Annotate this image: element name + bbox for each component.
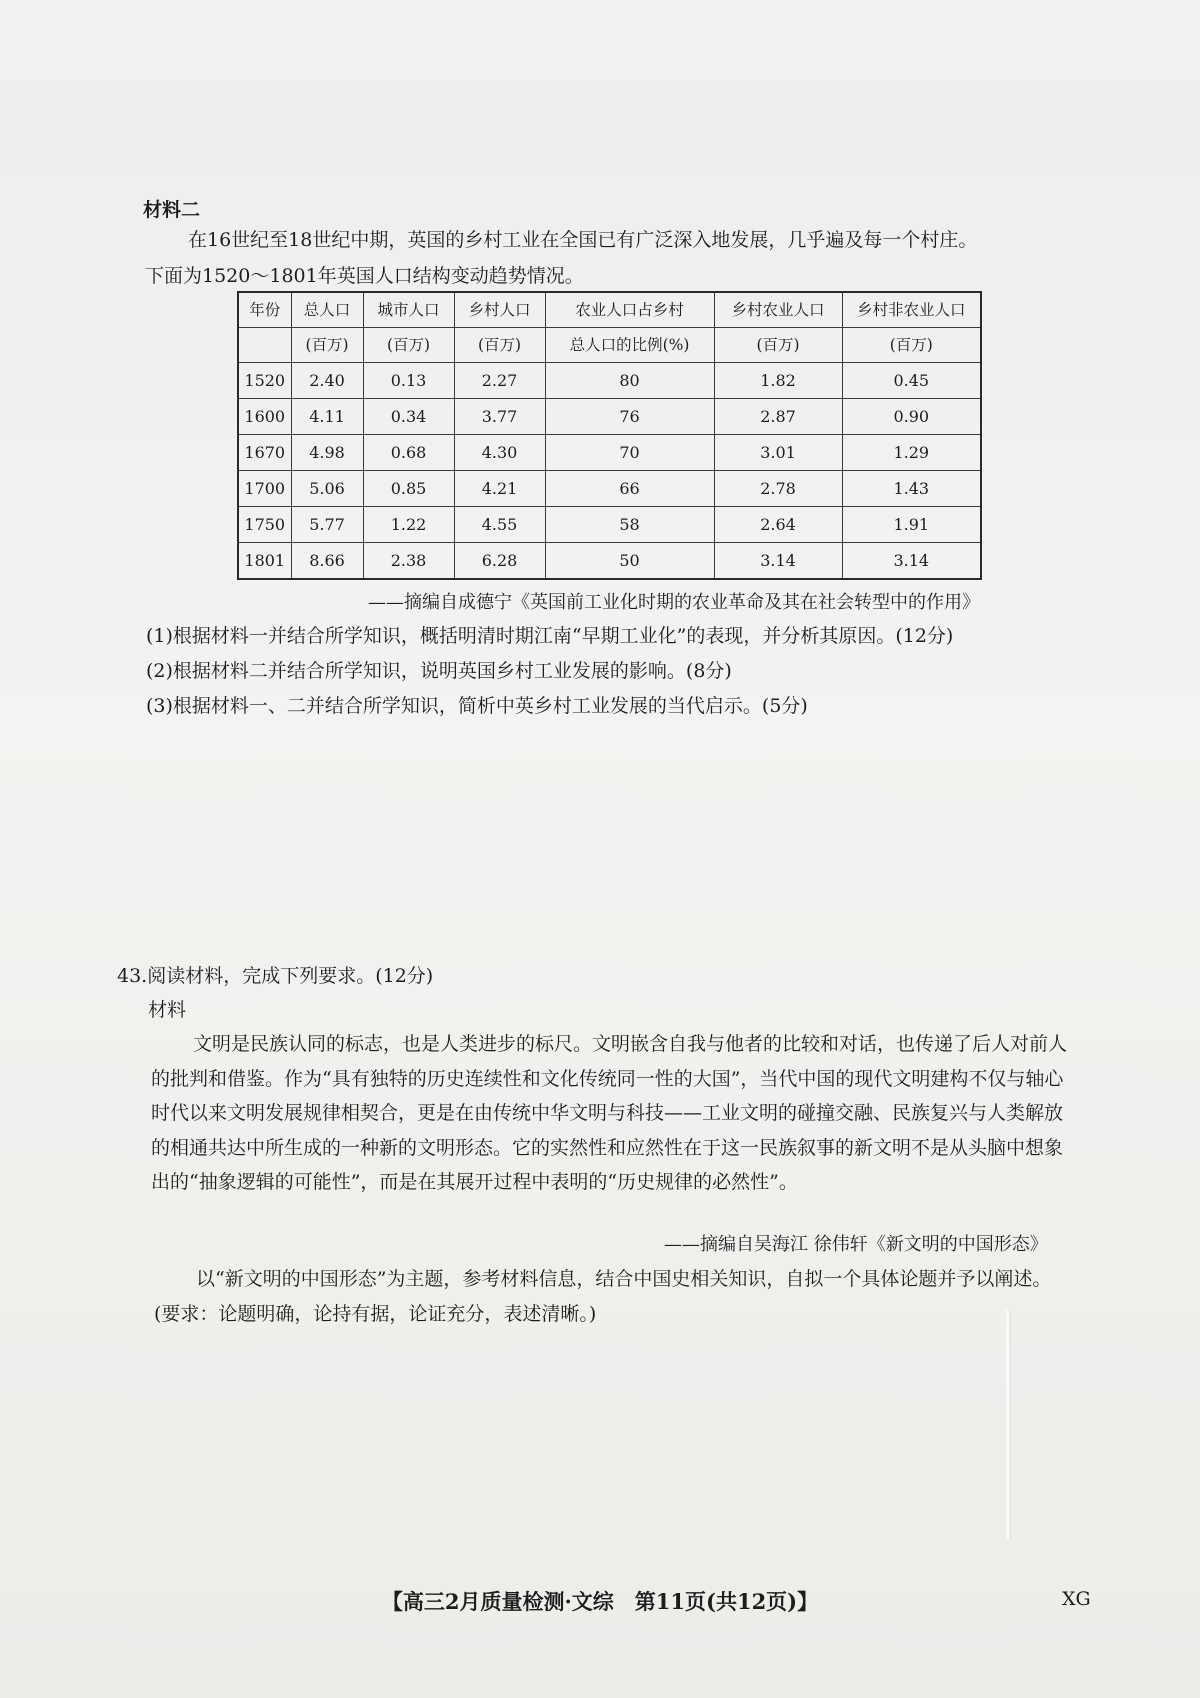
header-unit: 总人口的比例(%) <box>545 328 714 363</box>
header-urban-population: 城市人口 <box>363 292 454 328</box>
table-row <box>238 435 981 471</box>
table-cell: 76 <box>545 399 714 435</box>
table-cell: 58 <box>545 507 714 543</box>
header-unit: (百万) <box>291 328 363 363</box>
header-unit: (百万) <box>842 328 981 363</box>
table-row <box>238 471 981 507</box>
table-cell: 4.55 <box>454 507 545 543</box>
question-43-title: 43.阅读材料，完成下列要求。(12分) <box>117 965 434 987</box>
table-header-unit-row <box>238 328 981 363</box>
material-paragraph: 文明是民族认同的标志，也是人类进步的标尺。文明嵌含自我与他者的比较和对话，也传递了后人对前人的批判和借鉴。作为“具有独特的历史连续性和文化传统同一性的大国”，当代中国的现代文明建构不仅与轴心时代以来文明发展规律相契合，更是在由传统中华文明与科技——工业文明的碰撞交融、民族复兴与人类解放的相通共达中所生成的一种新的文明形态。它的实然性和应然性在于这一民族叙事的新文明不是从头脑中想象出的“抽象逻辑的可能性”，而是在其展开过程中表明的“历史规律的必然性”。 <box>151 1033 1068 1193</box>
table-cell: 1.91 <box>842 507 981 543</box>
table-cell: 1.22 <box>363 507 454 543</box>
header-unit: (百万) <box>714 328 842 363</box>
table-cell: 4.21 <box>454 471 545 507</box>
header-rural-agri: 乡村农业人口 <box>714 292 842 328</box>
header-rural-population: 乡村人口 <box>454 292 545 328</box>
header-year: 年份 <box>238 292 291 328</box>
table-cell: 0.34 <box>363 399 454 435</box>
table-cell: 0.45 <box>842 363 981 399</box>
header-total-population: 总人口 <box>291 292 363 328</box>
header-unit: (百万) <box>454 328 545 363</box>
table-cell: 1.29 <box>842 435 981 471</box>
table-row <box>238 507 981 543</box>
table-cell: 4.11 <box>291 399 363 435</box>
table-cell: 5.77 <box>291 507 363 543</box>
question-1: (1)根据材料一并结合所学知识，概括明清时期江南“早期工业化”的表现，并分析其原因。(12分) <box>146 625 954 647</box>
header-rural-nonagri: 乡村非农业人口 <box>842 292 981 328</box>
table-cell: 1.43 <box>842 471 981 507</box>
table-cell: 0.13 <box>363 363 454 399</box>
page-footer: 【高三2月质量检测·文综 第11页(共12页)】 <box>381 1589 819 1614</box>
question-3: (3)根据材料一、二并结合所学知识，简析中英乡村工业发展的当代启示。(5分) <box>146 695 808 717</box>
question-2: (2)根据材料二并结合所学知识，说明英国乡村工业发展的影响。(8分) <box>146 660 732 682</box>
table-cell: 2.40 <box>291 363 363 399</box>
table-row <box>238 543 981 580</box>
table-cell: 8.66 <box>291 543 363 580</box>
table-source-citation: ——摘编自成德宁《英国前工业化时期的农业革命及其在社会转型中的作用》 <box>368 592 980 613</box>
table-cell: 5.06 <box>291 471 363 507</box>
paper-fold-mark <box>1005 1310 1011 1540</box>
table-cell: 2.78 <box>714 471 842 507</box>
table-cell: 3.77 <box>454 399 545 435</box>
table-cell: 50 <box>545 543 714 580</box>
population-table <box>237 291 982 580</box>
material2-intro-line1: 在16世纪至18世纪中期，英国的乡村工业在全国已有广泛深入地发展，几乎遍及每一个村庄。 <box>188 229 978 251</box>
table-cell: 0.85 <box>363 471 454 507</box>
page-code: XG <box>1062 1588 1091 1610</box>
table-row <box>238 399 981 435</box>
material2-heading: 材料二 <box>143 199 201 221</box>
table-header-row <box>238 292 981 328</box>
table-cell: 2.27 <box>454 363 545 399</box>
table-cell: 4.30 <box>454 435 545 471</box>
table-cell: 1600 <box>238 399 291 435</box>
header-year-unit <box>238 328 291 363</box>
table-cell: 4.98 <box>291 435 363 471</box>
question-43-task: 以“新文明的中国形态”为主题，参考材料信息，结合中国史相关知识，自拟一个具体论题并予以阐述。(要求：论题明确，论持有据，论证充分，表述清晰。) <box>154 1268 1052 1325</box>
table-cell: 1700 <box>238 471 291 507</box>
table-cell: 3.01 <box>714 435 842 471</box>
material2-intro-line2: 下面为1520～1801年英国人口结构变动趋势情况。 <box>145 265 584 287</box>
table-cell: 0.68 <box>363 435 454 471</box>
table-cell: 2.38 <box>363 543 454 580</box>
table-cell: 80 <box>545 363 714 399</box>
table-cell: 2.64 <box>714 507 842 543</box>
header-unit: (百万) <box>363 328 454 363</box>
table-cell: 6.28 <box>454 543 545 580</box>
header-agri-ratio: 农业人口占乡村 <box>545 292 714 328</box>
table-cell: 3.14 <box>714 543 842 580</box>
table-cell: 1670 <box>238 435 291 471</box>
table-cell: 0.90 <box>842 399 981 435</box>
material-heading: 材料 <box>148 999 187 1021</box>
table-cell: 1.82 <box>714 363 842 399</box>
table-cell: 1801 <box>238 543 291 580</box>
table-cell: 70 <box>545 435 714 471</box>
table-cell: 1750 <box>238 507 291 543</box>
table-cell: 3.14 <box>842 543 981 580</box>
table-row <box>238 363 981 399</box>
table-cell: 2.87 <box>714 399 842 435</box>
material-source-citation: ——摘编自吴海江 徐伟轩《新文明的中国形态》 <box>664 1234 1048 1255</box>
table-cell: 1520 <box>238 363 291 399</box>
table-cell: 66 <box>545 471 714 507</box>
